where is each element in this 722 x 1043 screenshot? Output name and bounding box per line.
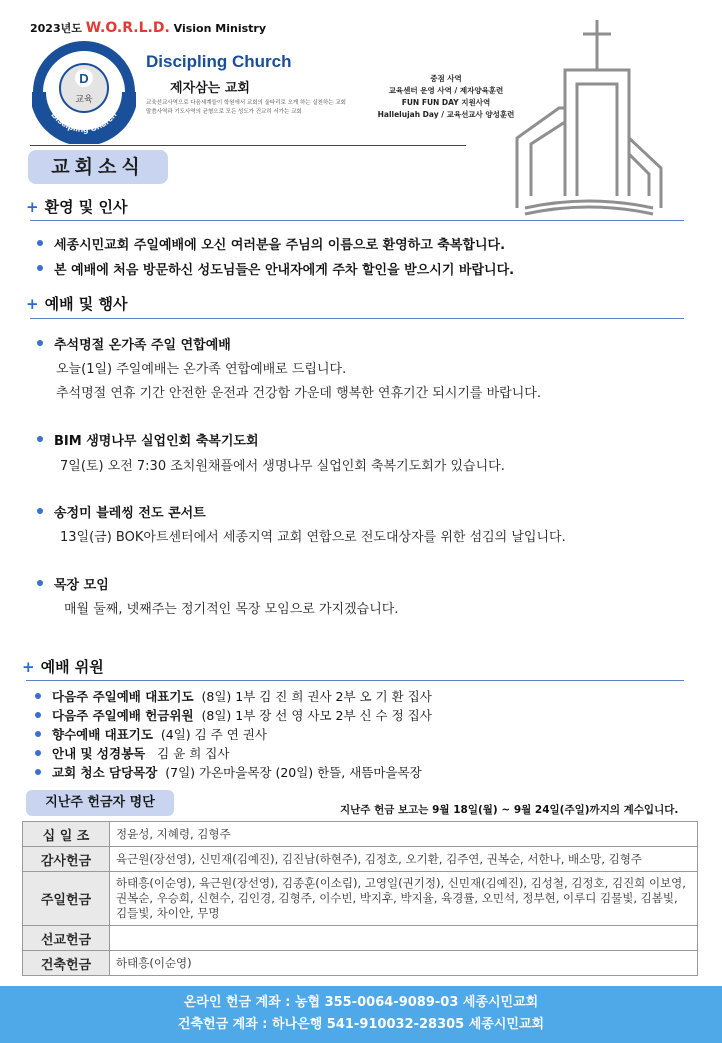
event-line: 13일(금) BOK아트센터에서 세종지역 교회 연합으로 전도대상자를 위한 섬김의 날입니다. <box>60 530 566 545</box>
event-title: BIM 생명나무 실업인회 축복기도회 <box>54 430 259 449</box>
online-account: 온라인 헌금 계좌 : 농협 355-0064-9089-03 세종시민교회 <box>183 995 539 1010</box>
building-account: 건축헌금 계좌 : 하나은행 541-910032-28305 세종시민교회 <box>177 1017 545 1032</box>
event-line: 추석명절 연휴 기간 안전한 운전과 건강함 가운데 행복한 연휴기간 되시기를 바랍니다. <box>56 386 541 401</box>
welcome-item: 본 예배에 처음 방문하신 성도님들은 안내자에게 주차 할인을 받으시기 바랍니다. <box>54 259 514 278</box>
event-title: 송정미 블레씽 전도 콘서트 <box>54 502 206 521</box>
svg-text:교육: 교육 <box>75 95 93 105</box>
event-line: 매월 둘째, 넷째주는 정기적인 목장 모임으로 가지겠습니다. <box>64 602 399 617</box>
plus-icon: + <box>26 198 39 216</box>
row-names: 하태흥(이순영), 육근원(장선영), 김종훈(이소림), 고영일(권기정), 신민재(김예진), 김성철, 김정호, 김진희 이보영, 권복순, 우승희, 신현수, 김인경, 김형주, 이수빈, 박지후, 박지율, 육경률, 오민석, 정부현, 이루디 김물빛, 김봄빛, 김들빛, 차이안, 무명 <box>110 872 698 926</box>
table-row <box>23 822 698 847</box>
section-rule <box>30 318 684 319</box>
section-rule <box>30 220 684 221</box>
section-committee-heading: + 예배 위원 <box>22 658 104 676</box>
ministry-logo-icon <box>32 40 136 144</box>
committee-row: 안내 및 성경봉독 김 윤 희 집사 <box>52 746 230 761</box>
committee-row: 다음주 주일예배 대표기도 (8일) 1부 김 진 희 권사 2부 오 기 환 집사 <box>52 689 432 704</box>
event-title: 추석명절 온가족 주일 연합예배 <box>54 334 231 353</box>
svg-text:Discipling Church: Discipling Church <box>49 109 119 135</box>
row-names: 정윤성, 지혜령, 김형주 <box>110 822 698 847</box>
event-line: 오늘(1일) 주일예배는 온가족 연합예배로 드립니다. <box>56 362 347 377</box>
church-outline-icon <box>515 18 663 216</box>
year-banner: 2023년도 W.O.R.L.D. Vision Ministry <box>30 20 266 36</box>
row-names: 육근원(장선영), 신민재(김예진), 김진남(하현주), 김정호, 오기환, 김주연, 권복순, 서한나, 배소망, 김형주 <box>110 847 698 872</box>
row-label: 주일헌금 <box>23 872 110 926</box>
plus-icon: + <box>22 658 35 676</box>
committee-row: 다음주 주일예배 헌금위원 (8일) 1부 장 선 영 사모 2부 신 수 정 집사 <box>52 708 432 723</box>
welcome-item: 세종시민교회 주일예배에 오신 여러분을 주님의 이름으로 환영하고 축복합니다. <box>54 234 505 253</box>
section-welcome-heading: + 환영 및 인사 <box>26 198 128 216</box>
row-label: 감사헌금 <box>23 847 110 872</box>
brand-korean: 제자삼는 교회 <box>170 81 250 96</box>
offering-title: 지난주 헌금자 명단 <box>26 790 174 816</box>
world-word: W.O.R.L.D. <box>85 20 170 36</box>
event-line: 7일(토) 오전 7:30 조치원채플에서 생명나무 실업인회 축복기도회가 있습니다. <box>60 459 505 474</box>
row-label: 십 일 조 <box>23 822 110 847</box>
brand-english: Discipling Church <box>146 52 292 71</box>
section-rule <box>26 680 684 681</box>
row-label: 건축헌금 <box>23 951 110 976</box>
header-divider <box>30 145 466 146</box>
plus-icon: + <box>26 295 39 313</box>
offering-note: 지난주 헌금 보고는 9월 18일(월) ~ 9월 24일(주일)까지의 계수입니다. <box>340 804 679 816</box>
row-names <box>110 926 698 951</box>
account-footer <box>0 986 722 1043</box>
event-title: 목장 모임 <box>54 574 109 593</box>
row-label: 선교헌금 <box>23 926 110 951</box>
offering-table <box>22 821 698 976</box>
news-title: 교회소식 <box>28 150 168 184</box>
mission-statement: 교육선교사역으로 다음세계들이 학원에서 교회의 울타리로 오게 하는 실천하는 교회 말씀사역과 기도사역의 균형으로 모든 성도가 건교히 서가는 교회 <box>146 100 346 115</box>
table-row <box>23 926 698 951</box>
section-events-heading: + 예배 및 행사 <box>26 295 128 313</box>
table-row <box>23 951 698 976</box>
committee-row: 교회 청소 담당목장 (7일) 가온마을목장 (20일) 한뜰, 새뜸마을목장 <box>52 765 422 780</box>
focus-ministry: 중점 사역 교육센터 운영 사역 / 제자양육훈련 FUN FUN DAY 지원사역 Hallelujah Day / 교육선교사 양성훈련 <box>377 74 515 119</box>
row-names: 하태흥(이순영) <box>110 951 698 976</box>
table-row <box>23 872 698 926</box>
table-row <box>23 847 698 872</box>
svg-text:D: D <box>79 71 89 86</box>
committee-row: 향수예배 대표기도 (4일) 김 주 연 권사 <box>52 727 267 742</box>
